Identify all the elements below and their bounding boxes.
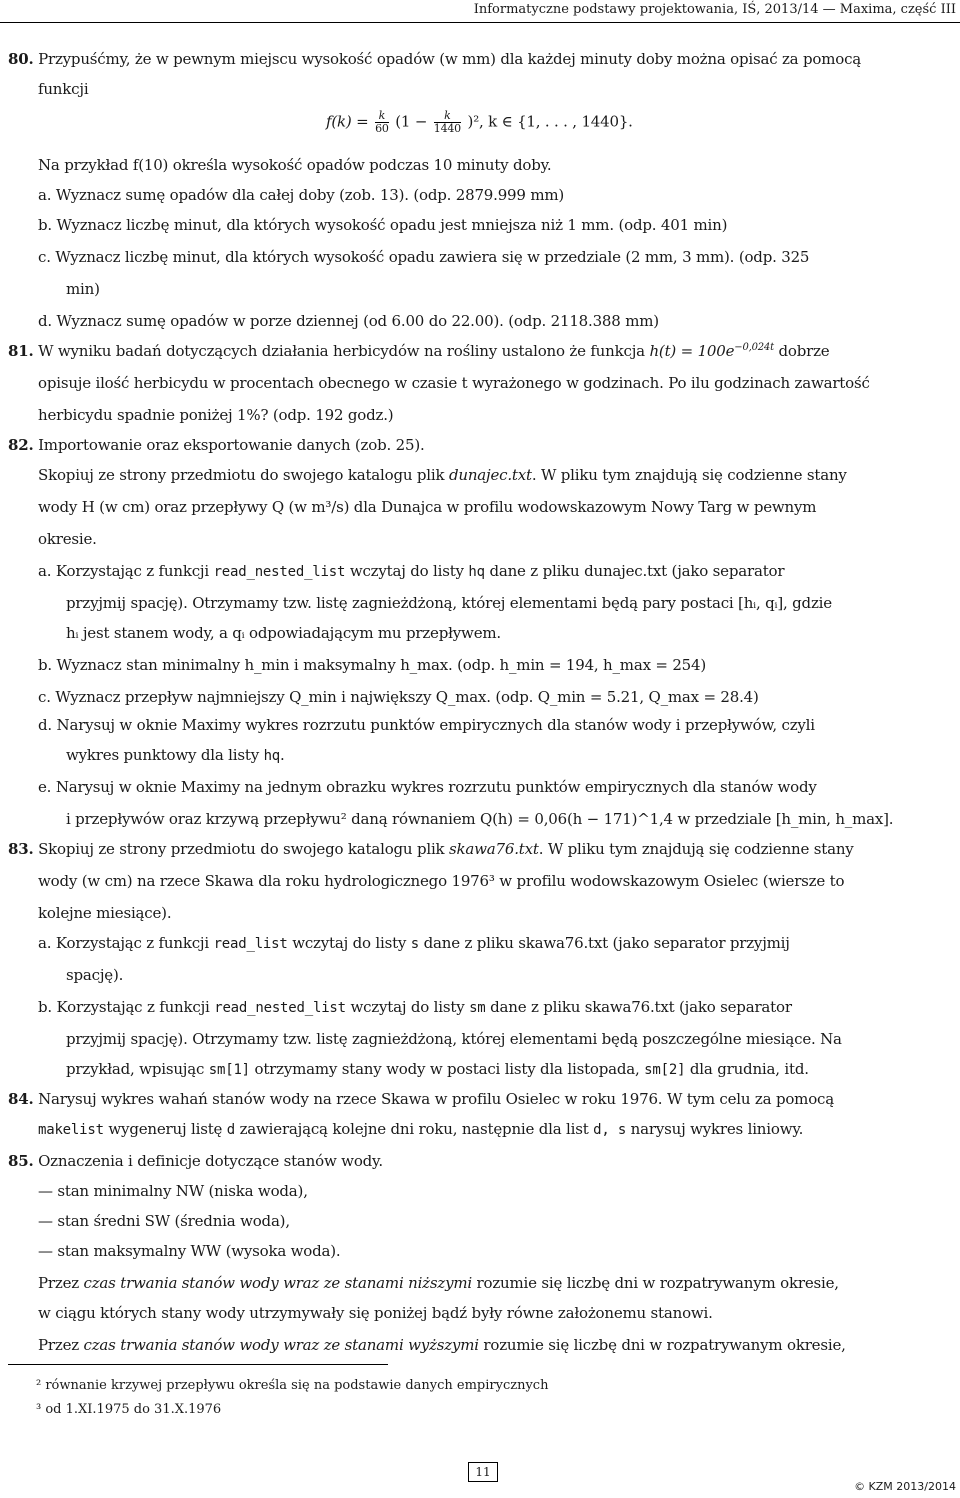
exercise-82-a-cont: przyjmij spację). Otrzymamy tzw. listę zagnieżdżoną, której elementami będą pary postaci [hᵢ, qᵢ], gdzie [66, 594, 832, 612]
exercise-82-line2: Skopiuj ze strony przedmiotu do swojego katalogu plik dunajec.txt. W pliku tym znajdują się codzienne stany [38, 466, 847, 484]
exercise-82-e-cont: i przepływów oraz krzywą przepływu² daną równaniem Q(h) = 0,06(h − 171)^1,4 w przedziale [h_min, h_max]. [66, 810, 894, 828]
header-rule [0, 22, 960, 23]
running-header: Informatyczne podstawy projektowania, IŚ, 2013/14 — Maxima, część III [473, 2, 956, 17]
exercise-number: 85. [8, 1152, 34, 1170]
exercise-text: W wyniku badań dotyczących działania herbicydów na rośliny ustalono że funkcja [38, 342, 645, 360]
code-snippet: s [410, 936, 420, 952]
exercise-82-line1 [8, 436, 425, 454]
exercise-83-line3: kolejne miesiące). [38, 904, 172, 922]
exercise-83-b: b. Korzystając z funkcji read_nested_list wczytaj do listy sm dane z pliku skawa76.txt (jako separator [38, 998, 792, 1016]
exercise-82-e: e. Narysuj w oknie Maximy na jednym obrazku wykres rozrzutu punktów empirycznych dla stanów wody [38, 778, 817, 796]
exercise-number: 84. [8, 1090, 34, 1108]
formula: h(t) = 100e [649, 342, 735, 360]
exercise-82-a-cont2: hᵢ jest stanem wody, a qᵢ odpowiadającym mu przepływem. [66, 624, 501, 642]
exercise-84-line1: 84. Narysuj wykres wahań stanów wody na rzece Skawa w profilu Osielec w roku 1976. W tym celu za pomocą [8, 1090, 834, 1108]
exercise-85-dash1: — stan minimalny NW (niska woda), [38, 1182, 308, 1200]
exercise-82-line3: wody H (w cm) oraz przepływy Q (w m³/s) dla Dunajca w profilu wodowskazowym Nowy Targ w pewnym [38, 498, 817, 516]
exercise-80-a: a. Wyznacz sumę opadów dla całej doby (zob. 13). (odp. 2879.999 mm) [38, 186, 565, 204]
formula-lhs: f(k) = [326, 112, 369, 131]
code-snippet: sm [469, 1000, 486, 1016]
exercise-80-intro [8, 50, 861, 68]
exercise-85-para1-cont: w ciągu których stany wody utrzymywały się poniżej bądź były równe założonemu stanowi. [38, 1304, 713, 1322]
exercise-80-example: Na przykład f(10) określa wysokość opadów podczas 10 minuty doby. [38, 156, 552, 174]
exercise-80-c-cont: min) [66, 280, 100, 298]
exercise-80-c: c. Wyznacz liczbę minut, dla których wysokość opadu zawiera się w przedziale (2 mm, 3 mm). (odp. 325 [38, 248, 810, 266]
code-snippet: d [226, 1122, 236, 1138]
exercise-83-line1: 83. Skopiuj ze strony przedmiotu do swojego katalogu plik skawa76.txt. W pliku tym znajdują się codzienne stany [8, 840, 854, 858]
code-snippet: makelist [38, 1122, 104, 1138]
exercise-83-b-cont: przyjmij spację). Otrzymamy tzw. listę zagnieżdżoną, której elementami będą poszczególne miesiące. Na [66, 1030, 842, 1048]
code-snippet: d, s [593, 1122, 627, 1138]
exercise-85-dash3: — stan maksymalny WW (wysoka woda). [38, 1242, 341, 1260]
exercise-81-line3: herbicydu spadnie poniżej 1%? (odp. 192 godz.) [38, 406, 394, 424]
exercise-83-b-cont2: przykład, wpisując sm[1] otrzymamy stany wody w postaci listy dla listopada, sm[2] dla grudnia, itd. [66, 1060, 809, 1078]
exercise-text: Przypuśćmy, że w pewnym miejscu wysokość opadów (w mm) dla każdej minuty doby można opisać za pomocą [38, 50, 862, 68]
page-number: 11 [468, 1462, 498, 1482]
file-name: skawa76.txt [449, 840, 539, 858]
exercise-82-c: c. Wyznacz przepływ najmniejszy Q_min i największy Q_max. (odp. Q_min = 5.21, Q_max = 28.4) [38, 688, 759, 706]
code-snippet: sm[1] [208, 1062, 250, 1078]
code-snippet: read_nested_list [213, 564, 346, 580]
exercise-85-line1: 85. Oznaczenia i definicje dotyczące stanów wody. [8, 1152, 383, 1170]
exercise-number: 82. [8, 436, 34, 454]
formula-paren: (1 − [395, 112, 428, 131]
exercise-83-a: a. Korzystając z funkcji read_list wczytaj do listy s dane z pliku skawa76.txt (jako separator przyjmij [38, 934, 790, 952]
emphasis: czas trwania stanów wody wraz ze stanami niższymi [83, 1274, 472, 1292]
exercise-85-para2: Przez czas trwania stanów wody wraz ze stanami wyższymi rozumie się liczbę dni w rozpatrywanym okresie, [38, 1336, 846, 1354]
footnote-3: ³ od 1.XI.1975 do 31.X.1976 [36, 1402, 222, 1417]
formula-exponent: −0,024t [734, 342, 774, 353]
exercise-82-a: a. Korzystając z funkcji read_nested_list wczytaj do listy hq dane z pliku dunajec.txt (jako separator [38, 562, 785, 580]
exercise-81-line2: opisuje ilość herbicydu w procentach obecnego w czasie t wyrażonego w godzinach. Po ilu godzinach zawartość [38, 374, 870, 392]
formula-rhs: )², k ∈ {1, . . . , 1440}. [467, 112, 633, 131]
exercise-80-formula [326, 110, 633, 135]
exercise-85-para1: Przez czas trwania stanów wody wraz ze stanami niższymi rozumie się liczbę dni w rozpatrywanym okresie, [38, 1274, 839, 1292]
exercise-number: 83. [8, 840, 34, 858]
code-snippet: sm[2] [644, 1062, 686, 1078]
code-snippet: read_list [213, 936, 288, 952]
file-name: dunajec.txt [448, 466, 532, 484]
exercise-82-d-cont: wykres punktowy dla listy hq. [66, 746, 285, 764]
fraction-k-1440: $\frac{k}{1440}$ [433, 109, 461, 135]
exercise-82-d: d. Narysuj w oknie Maximy wykres rozrzutu punktów empirycznych dla stanów wody i przepływów, czyli [38, 716, 815, 734]
footnote-rule [8, 1364, 388, 1365]
code-snippet: hq [263, 748, 281, 764]
code-snippet: read_nested_list [214, 1000, 346, 1016]
exercise-85-dash2: — stan średni SW (średnia woda), [38, 1212, 290, 1230]
exercise-80-intro2: funkcji [38, 80, 89, 98]
code-snippet: hq [468, 564, 485, 580]
exercise-text: Importowanie oraz eksportowanie danych (zob. 25). [38, 436, 425, 454]
exercise-81-line1 [8, 342, 830, 360]
exercise-number: 80. [8, 50, 34, 68]
exercise-83-a-cont: spację). [66, 966, 124, 984]
footnote-2: ² równanie krzywej przepływu określa się na podstawie danych empirycznych [36, 1378, 549, 1393]
exercise-82-line4: okresie. [38, 530, 97, 548]
copyright: © KZM 2013/2014 [854, 1480, 956, 1493]
exercise-84-line2: makelist wygeneruj listę d zawierającą kolejne dni roku, następnie dla list d, s narysuj wykres liniowy. [38, 1120, 804, 1138]
fraction-k-60: $\frac{k}{60}$ [375, 109, 389, 135]
exercise-80-b: b. Wyznacz liczbę minut, dla których wysokość opadu jest mniejsza niż 1 mm. (odp. 401 min) [38, 216, 728, 234]
exercise-text: dobrze [778, 342, 830, 360]
emphasis: czas trwania stanów wody wraz ze stanami wyższymi [83, 1336, 479, 1354]
exercise-80-d: d. Wyznacz sumę opadów w porze dziennej (od 6.00 do 22.00). (odp. 2118.388 mm) [38, 312, 659, 330]
exercise-83-line2: wody (w cm) na rzece Skawa dla roku hydrologicznego 1976³ w profilu wodowskazowym Osielec (wiersze to [38, 872, 845, 890]
exercise-number: 81. [8, 342, 34, 360]
exercise-82-b: b. Wyznacz stan minimalny h_min i maksymalny h_max. (odp. h_min = 194, h_max = 254) [38, 656, 707, 674]
